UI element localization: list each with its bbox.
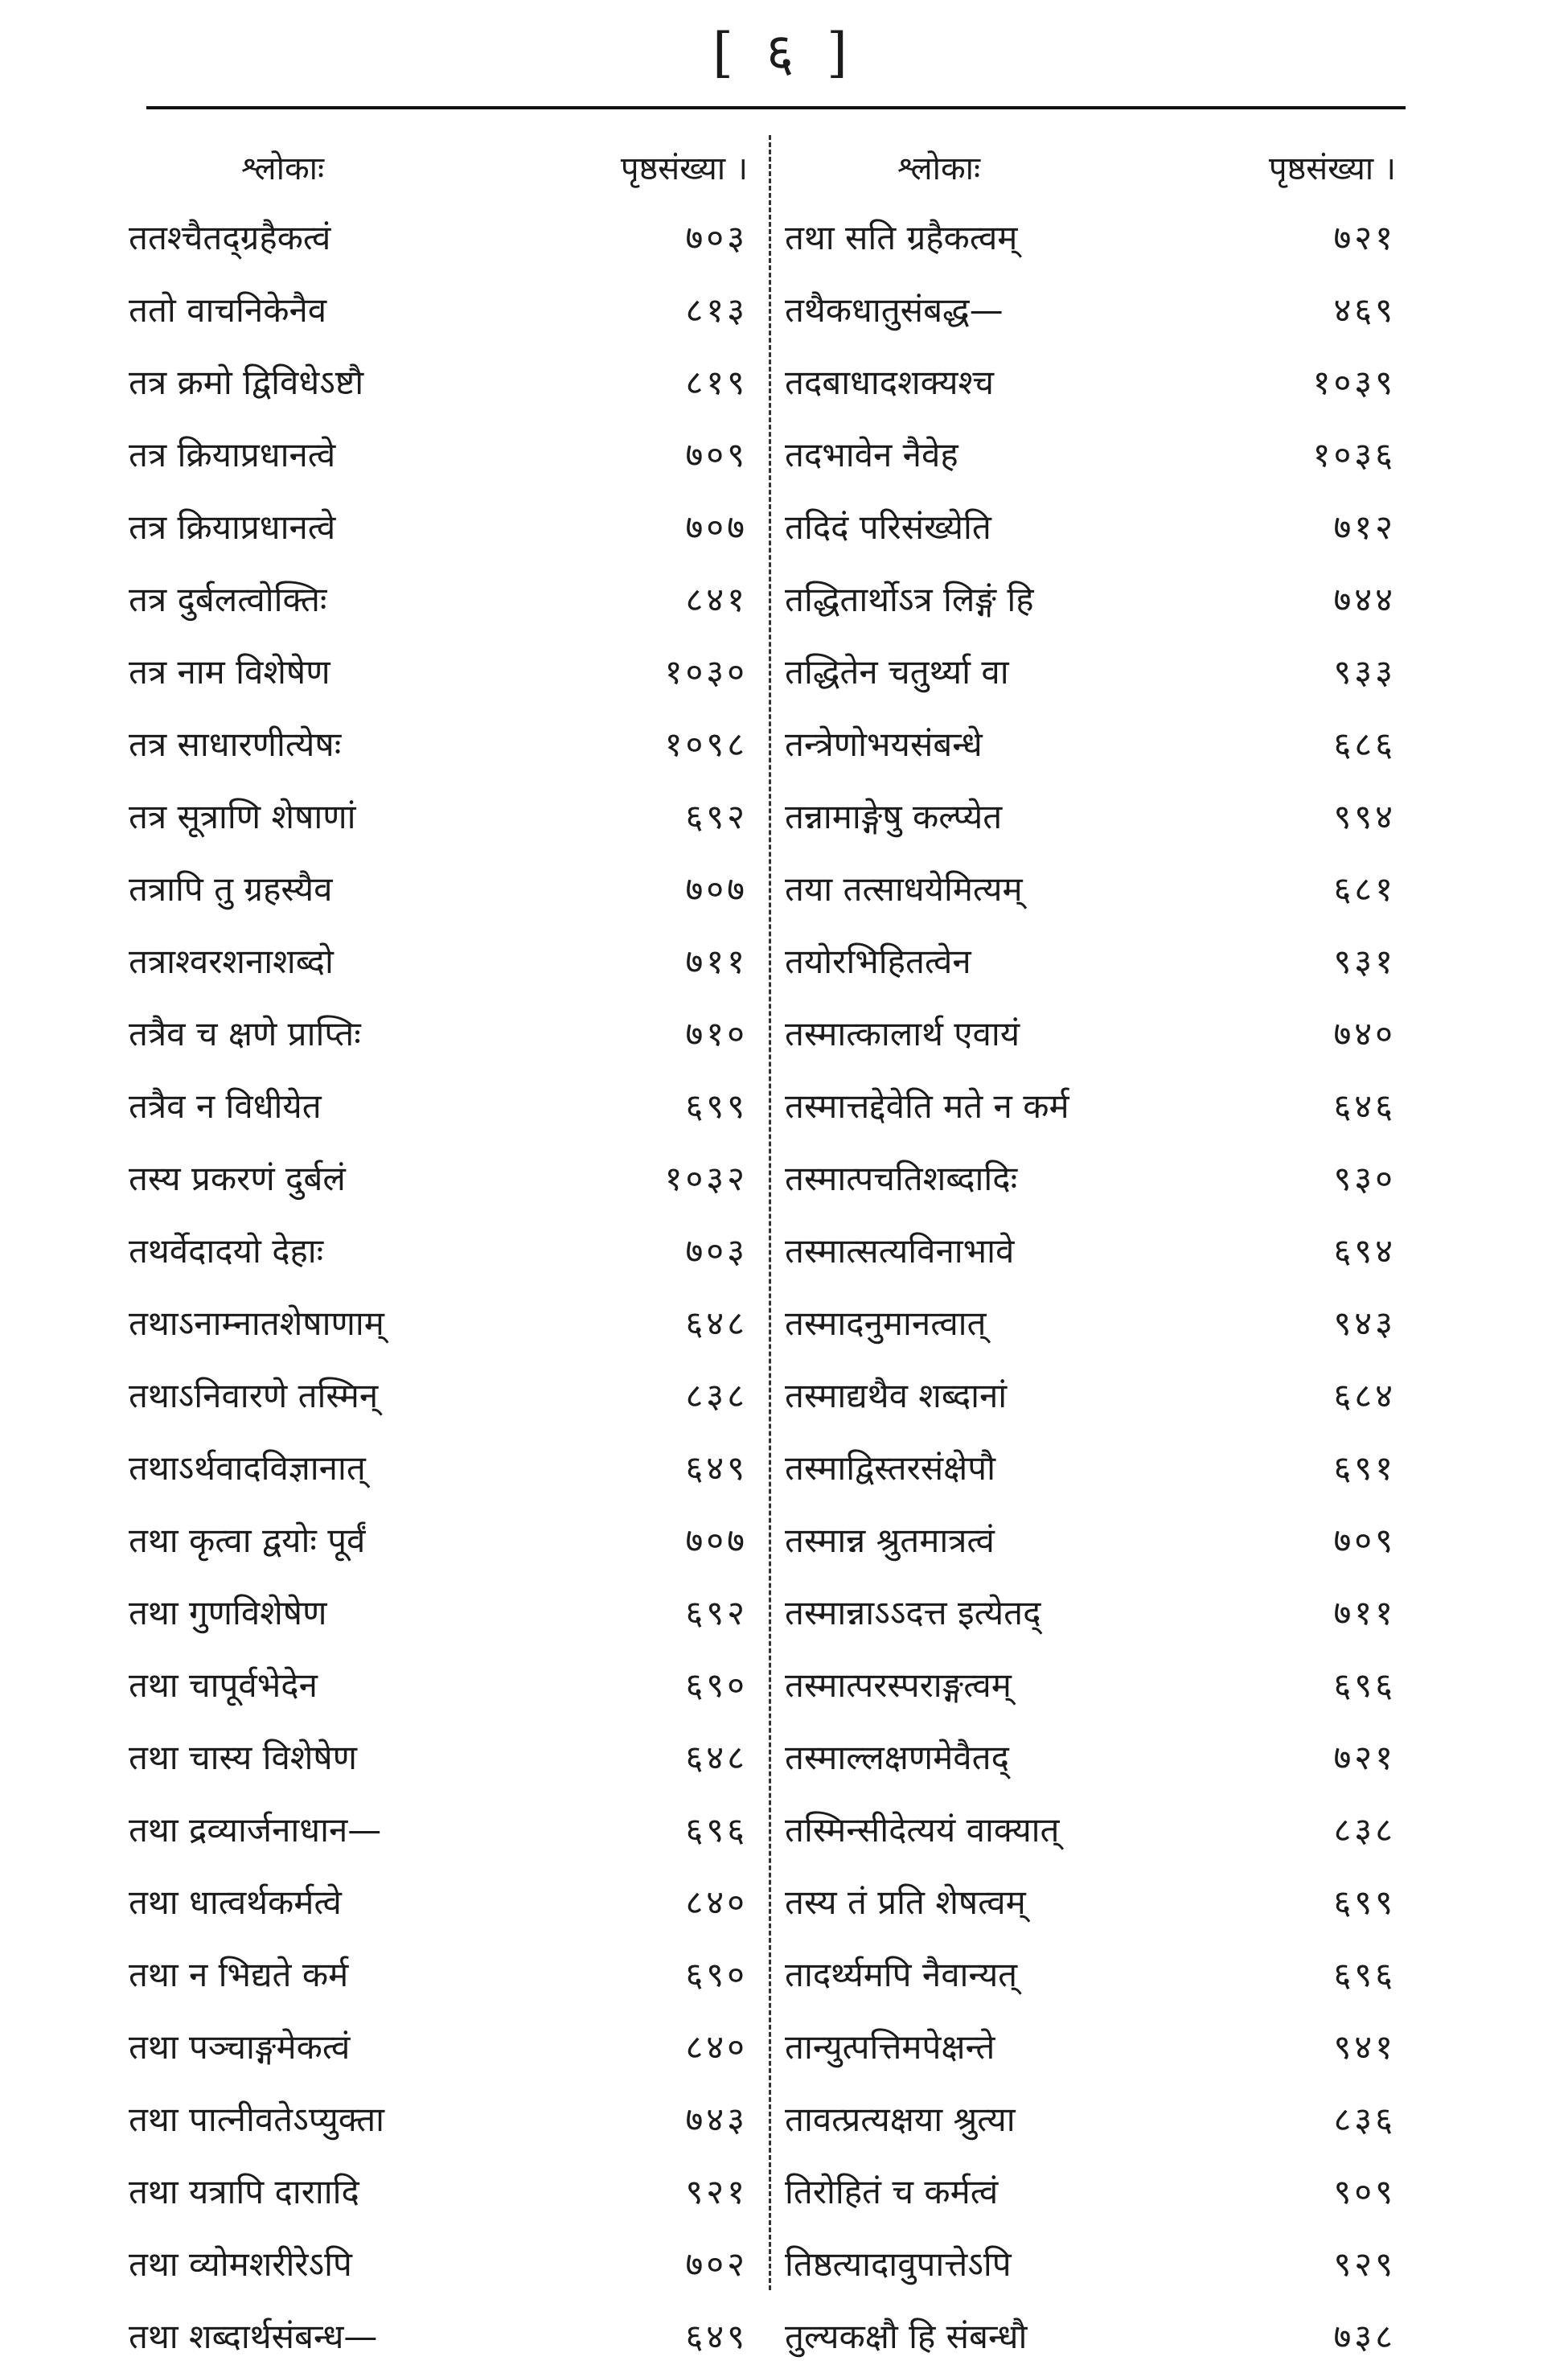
page-ref: ६८४ (1333, 1376, 1396, 1415)
index-entry (777, 1862, 1396, 1935)
index-entry (777, 1501, 1396, 1573)
index-entry (129, 343, 748, 415)
index-entry (777, 1935, 1396, 2007)
verse-text: तस्मात्तद्देवेति मते न कर्म (785, 1086, 1069, 1126)
page-ref: ९३३ (1333, 652, 1396, 692)
verse-text: तथाऽनिवारणे तस्मिन् (129, 1376, 379, 1415)
index-entry (777, 2224, 1396, 2297)
index-entry (129, 777, 748, 849)
index-entry (129, 560, 748, 632)
verse-text: तथैकधातुसंबद्ध— (785, 290, 1004, 330)
page-ref: ९२१ (685, 2172, 748, 2211)
page-ref: १०३० (664, 652, 748, 692)
page-ref: ६९० (685, 1665, 748, 1705)
index-entry (129, 922, 748, 994)
index-entry (129, 1862, 748, 1935)
index-entry (129, 2007, 748, 2080)
verse-text: तथा पञ्चाङ्गमेकत्वं (129, 2027, 351, 2067)
verse-text: तस्मान्न श्रुतमात्रत्वं (785, 1521, 995, 1560)
verse-heading: श्लोकाः (897, 150, 981, 187)
index-entry (777, 1790, 1396, 1862)
left-index-list (129, 198, 748, 2369)
page-ref: ८१९ (685, 363, 748, 402)
index-entry (777, 198, 1396, 270)
index-entry (777, 994, 1396, 1066)
index-entry (777, 1139, 1396, 1211)
verse-text: तत्र क्रियाप्रधानत्वे (129, 507, 336, 547)
index-entry (129, 270, 748, 343)
verse-text: तथा द्रव्यार्जनाधान— (129, 1810, 382, 1850)
index-entry (129, 1066, 748, 1139)
page-ref: ८१३ (685, 290, 748, 330)
verse-text: तत्र दुर्बलत्वोक्तिः (129, 580, 327, 619)
verse-text: तथा कृत्वा द्वयोः पूर्वं (129, 1521, 366, 1560)
page-heading: पृष्ठसंख्या । (620, 150, 748, 187)
page-ref: ६९२ (685, 797, 748, 836)
verse-text: तस्माद्विस्तरसंक्षेपौ (785, 1448, 995, 1488)
page-ref: ८३६ (1333, 2100, 1396, 2139)
page-ref: ६४९ (685, 2317, 748, 2356)
page-ref: ७४४ (1333, 580, 1396, 619)
page-ref: १०९८ (664, 725, 748, 764)
page-ref: ७०३ (685, 218, 748, 257)
index-entry (777, 487, 1396, 560)
page-ref: ६९९ (1333, 1882, 1396, 1922)
verse-text: तदभावेन नैवेह (785, 435, 958, 474)
index-entry (777, 1356, 1396, 1428)
index-entry (129, 198, 748, 270)
index-entry (777, 1645, 1396, 1718)
right-column (777, 133, 1396, 2369)
page-ref: ७०७ (685, 869, 748, 909)
index-entry (129, 1283, 748, 1356)
page-heading: पृष्ठसंख्या । (1268, 150, 1396, 187)
page-ref: ७०९ (685, 435, 748, 474)
page-ref: ७४३ (685, 2100, 748, 2139)
page-ref: १०३६ (1312, 435, 1396, 474)
page-ref: ७०७ (685, 1521, 748, 1560)
index-entry (777, 2007, 1396, 2080)
index-entry (129, 1356, 748, 1428)
verse-text: तथा शब्दार्थसंबन्ध— (129, 2317, 378, 2356)
verse-text: तादर्थ्यमपि नैवान्यत् (785, 1955, 1018, 1994)
page-ref: ७४० (1333, 1014, 1396, 1053)
index-entry (129, 1428, 748, 1501)
page-ref: ६४८ (685, 1738, 748, 1777)
page-ref: १०३९ (1312, 363, 1396, 402)
page-ref: ४६९ (1333, 290, 1396, 330)
index-entry (129, 1790, 748, 1862)
verse-heading: श्लोकाः (241, 150, 325, 187)
verse-text: तत्रैव च क्षणे प्राप्तिः (129, 1014, 361, 1053)
page-ref: ६४६ (1333, 1086, 1396, 1126)
verse-text: तन्नामाङ्गेषु कल्प्येत (785, 797, 1003, 836)
page-ref: ९४१ (1333, 2027, 1396, 2067)
verse-text: तथा पात्नीवतेऽप्युक्ता (129, 2100, 385, 2139)
verse-text: तया तत्साधयेमित्यम् (785, 869, 1023, 909)
index-entry (129, 704, 748, 777)
verse-text: तथा न भिद्यते कर्म (129, 1955, 349, 1994)
verse-text: तथा चास्य विशेषेण (129, 1738, 358, 1777)
verse-text: तदिदं परिसंख्येति (785, 507, 991, 547)
verse-text: तद्धितेन चतुर्थ्या वा (785, 652, 1009, 692)
verse-text: तुल्यकक्षौ हि संबन्धौ (785, 2317, 1028, 2356)
right-index-list (777, 198, 1396, 2369)
index-entry (777, 922, 1396, 994)
index-entry (129, 1718, 748, 1790)
index-entry (129, 2080, 748, 2152)
page-ref: ६४९ (685, 1448, 748, 1488)
index-entry (129, 1501, 748, 1573)
index-entry (129, 487, 748, 560)
verse-text: तत्रैव न विधीयेत (129, 1086, 322, 1126)
verse-text: तावत्प्रत्यक्षया श्रुत्या (785, 2100, 1016, 2139)
page-ref: ८३८ (1333, 1810, 1396, 1850)
verse-text: तत्र नाम विशेषेण (129, 652, 330, 692)
verse-text: तद्धितार्थोऽत्र लिङ्गं हि (785, 580, 1034, 619)
page-ref: ६९० (685, 1955, 748, 1994)
page-ref: १०३२ (664, 1159, 748, 1198)
index-entry (777, 1573, 1396, 1645)
page-number: [ ६ ] (712, 22, 856, 84)
index-entry (129, 632, 748, 704)
verse-text: तान्युत्पत्तिमपेक्षन्ते (785, 2027, 995, 2067)
page-ref: ७२१ (1333, 218, 1396, 257)
page-ref: ९०९ (1333, 2172, 1396, 2211)
page-ref: ६९६ (685, 1810, 748, 1850)
page-ref: ८४० (685, 2027, 748, 2067)
index-entry (777, 632, 1396, 704)
index-entry (129, 1139, 748, 1211)
verse-text: तस्मात्पचतिशब्दादिः (785, 1159, 1018, 1198)
verse-text: तस्मात्सत्यविनाभावे (785, 1231, 1015, 1271)
verse-text: तथा यत्रापि दाराादि (129, 2172, 359, 2211)
index-entry (129, 2224, 748, 2297)
page-ref: ६९२ (685, 1593, 748, 1632)
verse-text: तस्मात्कालार्थ एवायं (785, 1014, 1020, 1053)
verse-text: तथाऽर्थवादविज्ञानात् (129, 1448, 366, 1488)
page-ref: ६९१ (1333, 1448, 1396, 1488)
index-entry (777, 1428, 1396, 1501)
index-entry (129, 1211, 748, 1283)
page-ref: ६९९ (685, 1086, 748, 1126)
page-ref: ७०७ (685, 507, 748, 547)
page-ref: ७११ (685, 942, 748, 981)
right-column-header (777, 133, 1396, 198)
verse-text: तथा चापूर्वभेदेन (129, 1665, 318, 1705)
verse-text: तयोरभिहितत्वेन (785, 942, 971, 981)
page-ref: ६९६ (1333, 1955, 1396, 1994)
page-ref: ७०९ (1333, 1521, 1396, 1560)
page-ref: ७०२ (685, 2244, 748, 2284)
page-ref: ९२९ (1333, 2244, 1396, 2284)
verse-text: तिरोहितं च कर्मत्वं (785, 2172, 999, 2211)
index-entry (777, 2152, 1396, 2224)
page-ref: ६८१ (1333, 869, 1396, 909)
verse-text: तस्माद्यथैव शब्दानां (785, 1376, 1008, 1415)
page-ref: ८३८ (685, 1376, 748, 1415)
verse-text: तत्रापि तु ग्रहस्यैव (129, 869, 333, 909)
verse-text: तस्य प्रकरणं दुर्बलं (129, 1159, 346, 1198)
page-ref: ६९६ (1333, 1665, 1396, 1705)
index-entry (777, 1066, 1396, 1139)
page-ref: ७३८ (1333, 2317, 1396, 2356)
index-entry (129, 2297, 748, 2369)
verse-text: तथा गुणविशेषेण (129, 1593, 327, 1632)
index-entry (129, 994, 748, 1066)
index-entry (777, 415, 1396, 487)
index-entry (777, 1283, 1396, 1356)
page-ref: ६९४ (1333, 1231, 1396, 1271)
verse-text: तस्य तं प्रति शेषत्वम् (785, 1882, 1026, 1922)
index-entry (777, 704, 1396, 777)
page-ref: ७११ (1333, 1593, 1396, 1632)
top-rule (146, 106, 1406, 109)
index-entry (129, 2152, 748, 2224)
page-ref: ७१० (685, 1014, 748, 1053)
page-ref: ६८६ (1333, 725, 1396, 764)
index-entry (777, 849, 1396, 922)
page-ref: ८४० (685, 1882, 748, 1922)
page-ref: ७१२ (1333, 507, 1396, 547)
verse-text: तन्त्रेणोभयसंबन्धे (785, 725, 983, 764)
index-entry (777, 777, 1396, 849)
verse-text: तस्मान्नाऽऽदत्त इत्येतद् (785, 1593, 1041, 1632)
index-entry (777, 560, 1396, 632)
page-ref: ९३० (1333, 1159, 1396, 1198)
verse-text: तस्माल्लक्षणमेवैतद् (785, 1738, 1009, 1777)
verse-text: ततश्चैतद्ग्रहैकत्वं (129, 218, 331, 257)
page-ref: ७०३ (685, 1231, 748, 1271)
index-entry (777, 270, 1396, 343)
verse-text: ततो वाचनिकेनैव (129, 290, 327, 330)
index-entry (777, 343, 1396, 415)
verse-text: तथा सति ग्रहैकत्वम् (785, 218, 1018, 257)
verse-text: तथा व्योमशरीरेऽपि (129, 2244, 352, 2284)
left-column (129, 133, 748, 2369)
verse-text: तथाऽनाम्नातशेषाणाम् (129, 1304, 384, 1343)
index-entry (129, 849, 748, 922)
page-ref: ९९४ (1333, 797, 1396, 836)
index-entry (129, 415, 748, 487)
index-entry (777, 2297, 1396, 2369)
verse-text: तस्मादनुमानत्वात् (785, 1304, 987, 1343)
index-entry (777, 1211, 1396, 1283)
verse-text: तथा धात्वर्थकर्मत्वे (129, 1882, 342, 1922)
verse-text: तत्र क्रियाप्रधानत्वे (129, 435, 336, 474)
index-entry (777, 2080, 1396, 2152)
verse-text: तदबाधादशक्यश्च (785, 363, 995, 402)
page-ref: ७२१ (1333, 1738, 1396, 1777)
verse-text: तथर्वेदादयो देहाः (129, 1231, 324, 1271)
verse-text: तत्र साधारणीत्येषः (129, 725, 342, 764)
page-ref: ६४८ (685, 1304, 748, 1343)
verse-text: तस्मात्परस्पराङ्गत्वम् (785, 1665, 1012, 1705)
verse-text: तत्र सूत्राणि शेषाणां (129, 797, 356, 836)
verse-text: तस्मिन्सीदेत्ययं वाक्यात् (785, 1810, 1060, 1850)
page-ref: ९३१ (1333, 942, 1396, 981)
verse-text: तिष्ठत्यादावुपात्तेऽपि (785, 2244, 1012, 2284)
left-column-header (129, 133, 748, 198)
index-entry (129, 1935, 748, 2007)
index-entry (129, 1573, 748, 1645)
verse-text: तत्र क्रमो द्विविधेऽष्टौ (129, 363, 364, 402)
index-entry (129, 1645, 748, 1718)
column-divider (769, 135, 771, 2290)
index-entry (777, 1718, 1396, 1790)
page-ref: ९४३ (1333, 1304, 1396, 1343)
verse-text: तत्राश्वरशनाशब्दो (129, 942, 334, 981)
page-ref: ८४१ (685, 580, 748, 619)
